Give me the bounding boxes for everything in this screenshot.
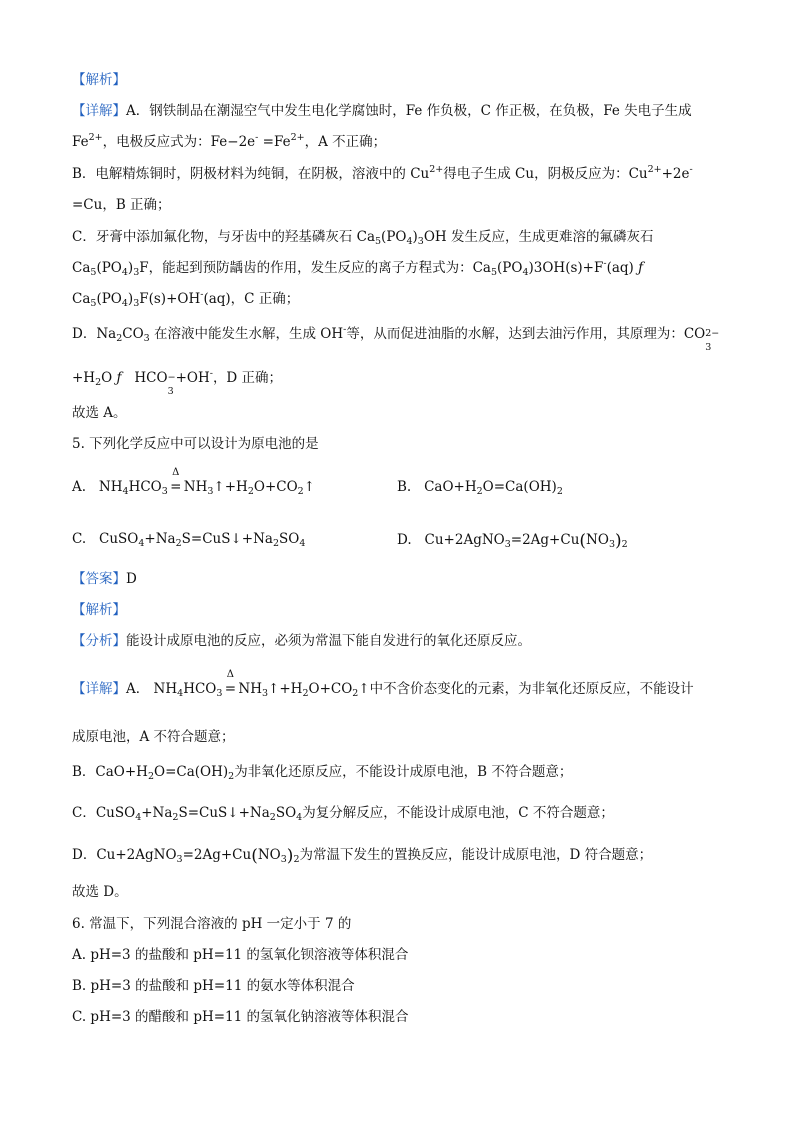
q5-detail-a-line1: 【详解】A． $NH_4HCO_3$ Δ = $NH_3↑+H_2O+CO_2↑$中不含价态变化的元素，为非氧化还原反应，不能设计 xyxy=(72,669,694,699)
q4-detail-d-line1: D．$Na_2CO_3$ 在溶液中能发生水解，生成 OH-等，从而促进油脂的水解，达到去油污作用，其原理为：CO 2− 3 xyxy=(72,324,720,353)
q5-option-a: A. $NH_4HCO_3$ Δ = $NH_3↑+H_2O+CO_2↑$ xyxy=(72,467,316,497)
q5-answer-value: D xyxy=(126,571,137,587)
q4-conclusion: 故选 A。 xyxy=(72,405,127,421)
q4-detail-b-line1: B．电解精炼铜时，阴极材料为纯铜，在阴极，溶液中的 $Cu^{2+}$得电子生成 Cu，阴极反应为：$Cu^{2+}+2e^-$ xyxy=(72,164,693,182)
q5-option-c: C. $CuSO_4+Na_2S=CuS↓+Na_2SO_4$ xyxy=(72,531,306,549)
q4-detail-c-line3: $Ca_5(PO_4)_3F(s)+OH^-(aq)$，C 正确； xyxy=(72,289,300,309)
q6-option-b: B. pH=3 的盐酸和 pH=11 的氨水等体积混合 xyxy=(72,978,355,994)
q6-option-c: C. pH=3 的醋酸和 pH=11 的氢氧化钠溶液等体积混合 xyxy=(72,1009,409,1025)
q5-detail-c: C．$CuSO_4+Na_2S=CuS↓+Na_2SO_4$为复分解反应，不能设计成原电池，C 不符合题意； xyxy=(72,805,614,823)
equilibrium-symbol: ƒ xyxy=(638,260,644,276)
q4-detail-c-line2: $Ca_5(PO_4)_3F$，能起到预防龋齿的作用，发生反应的离子方程式为：$Ca_5(PO_4)3OH(s)+F^-(aq)$ ƒ xyxy=(72,258,644,278)
q4-detail-a-line1: 【详解】A．钢铁制品在潮湿空气中发生电化学腐蚀时，Fe 作负极，C 作正极，在负极，Fe 失电子生成 xyxy=(72,103,692,119)
q5-answer-label: 【答案】 xyxy=(72,571,126,587)
q5-detail-d: D．$Cu+2AgNO_3=2Ag+Cu(NO_3)_2$为常温下发生的置换反应，能设计成原电池，D 符合题意； xyxy=(72,846,653,866)
q5-stem: 5. 下列化学反应中可以设计为原电池的是 xyxy=(72,436,319,452)
q5-fenxi-label: 【分析】 xyxy=(72,633,126,649)
q5-detail-b: B．$CaO+H_2O=Ca(OH)_2$为非氧化还原反应，不能设计成原电池，B 不符合题意； xyxy=(72,764,573,782)
q5-detail-label: 【详解】 xyxy=(72,681,126,697)
q4-jiexi-label: 【解析】 xyxy=(72,72,126,88)
q6-option-a: A. pH=3 的盐酸和 pH=11 的氢氧化钡溶液等体积混合 xyxy=(72,947,409,963)
q4-detail-c-line1: C．牙膏中添加氟化物，与牙齿中的羟基磷灰石 $Ca_5(PO_4)_3OH$ 发生反应，生成更难溶的氟磷灰石 xyxy=(72,229,654,247)
q4-detail-label: 【详解】 xyxy=(72,103,126,119)
q5-option-b: B. $CaO+H_2O=Ca(OH)_2$ xyxy=(397,479,563,497)
q5-fenxi: 【分析】能设计成原电池的反应，必须为常温下能自发进行的氧化还原反应。 xyxy=(72,633,531,649)
q5-conclusion: 故选 D。 xyxy=(72,884,128,900)
q4-detail-a-line2: $Fe^{2+}$，电极反应式为：$Fe-2e^- =Fe^{2+}$，A 不正确； xyxy=(72,132,387,150)
q5-jiexi-label: 【解析】 xyxy=(72,602,126,618)
q5-detail-a-line2: 成原电池，A 不符合题意； xyxy=(72,729,235,745)
q4-detail-b-line2: =Cu，B 正确； xyxy=(72,197,171,213)
q5-answer xyxy=(72,567,137,587)
q4-detail-d-line2: $+H_2O$ ƒ HCO − 3 +OH-，D 正确； xyxy=(72,368,283,397)
q5-option-d: D. $Cu+2AgNO_3=2Ag+Cu(NO_3)_2$ xyxy=(397,531,628,551)
q6-stem: 6. 常温下，下列混合溶液的 pH 一定小于 7 的 xyxy=(72,916,352,932)
equilibrium-symbol: ƒ xyxy=(116,370,122,386)
